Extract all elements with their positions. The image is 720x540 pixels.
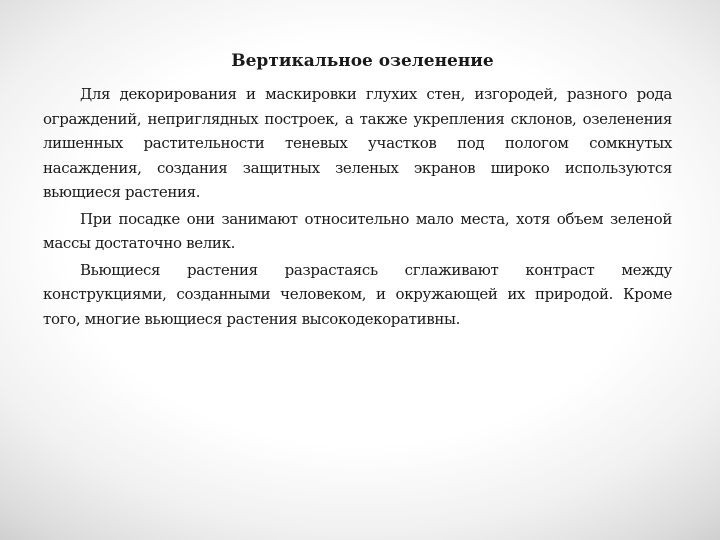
slide-title: Вертикальное озеленение	[231, 51, 494, 71]
paragraph-3: Вьющиеся растения разрастаясь сглаживают контраст между конструкциями, созданными человеком, и окружающей их природой. Кроме того, многие вьющиеся растения высокодекоративны.	[43, 260, 672, 328]
slide-content	[43, 49, 672, 333]
paragraph-1: Для декорирования и маскировки глухих стен, изгородей, разного рода ограждений, неприглядных построек, а также укрепления склонов, озеленения лишенных растительности теневых участков под пологом сомкнутых насаждения, создания защитных зеленых экранов широко используются вьющиеся растения.	[43, 85, 672, 201]
paragraph-2: При посадке они занимают относительно мало места, хотя объем зеленой массы достаточно велик.	[43, 209, 672, 252]
